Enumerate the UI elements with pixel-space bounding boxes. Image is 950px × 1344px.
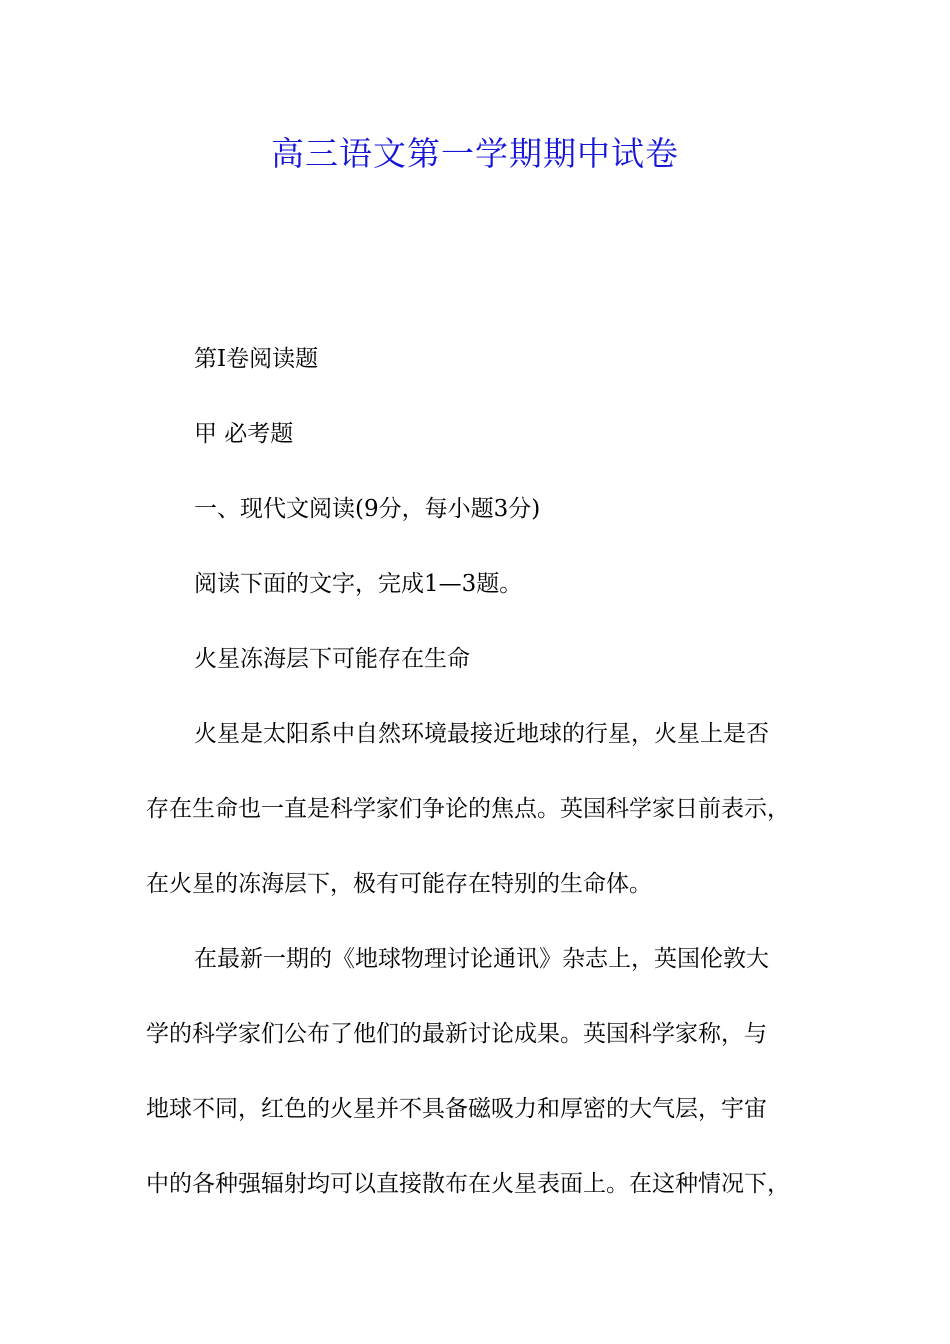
document-title: 高三语文第一学期期中试卷	[271, 134, 679, 173]
section-subheading-required: 甲 必考题	[194, 421, 294, 447]
paragraph-line: 在最新一期的《地球物理讨论通讯》杂志上，英国伦敦大	[194, 946, 769, 972]
article-title: 火星冻海层下可能存在生命	[194, 646, 470, 672]
paragraph-line: 火星是太阳系中自然环境最接近地球的行星，火星上是否	[194, 721, 769, 747]
reading-instruction: 阅读下面的文字，完成1—3题。	[194, 571, 523, 597]
paragraph-line: 中的各种强辐射均可以直接散布在火星表面上。在这种情况下，	[146, 1171, 790, 1197]
section-heading-reading: 第Ⅰ卷阅读题	[194, 346, 319, 372]
paragraph-line: 学的科学家们公布了他们的最新讨论成果。英国科学家称，与	[146, 1021, 767, 1047]
paragraph-line: 地球不同，红色的火星并不具备磁吸力和厚密的大气层，宇宙	[146, 1096, 767, 1122]
paragraph-line: 存在生命也一直是科学家们争论的焦点。英国科学家日前表示，	[146, 796, 790, 822]
question-group-heading: 一、现代文阅读(9分，每小题3分)	[194, 496, 541, 522]
paragraph-line: 在火星的冻海层下，极有可能存在特别的生命体。	[146, 871, 652, 897]
